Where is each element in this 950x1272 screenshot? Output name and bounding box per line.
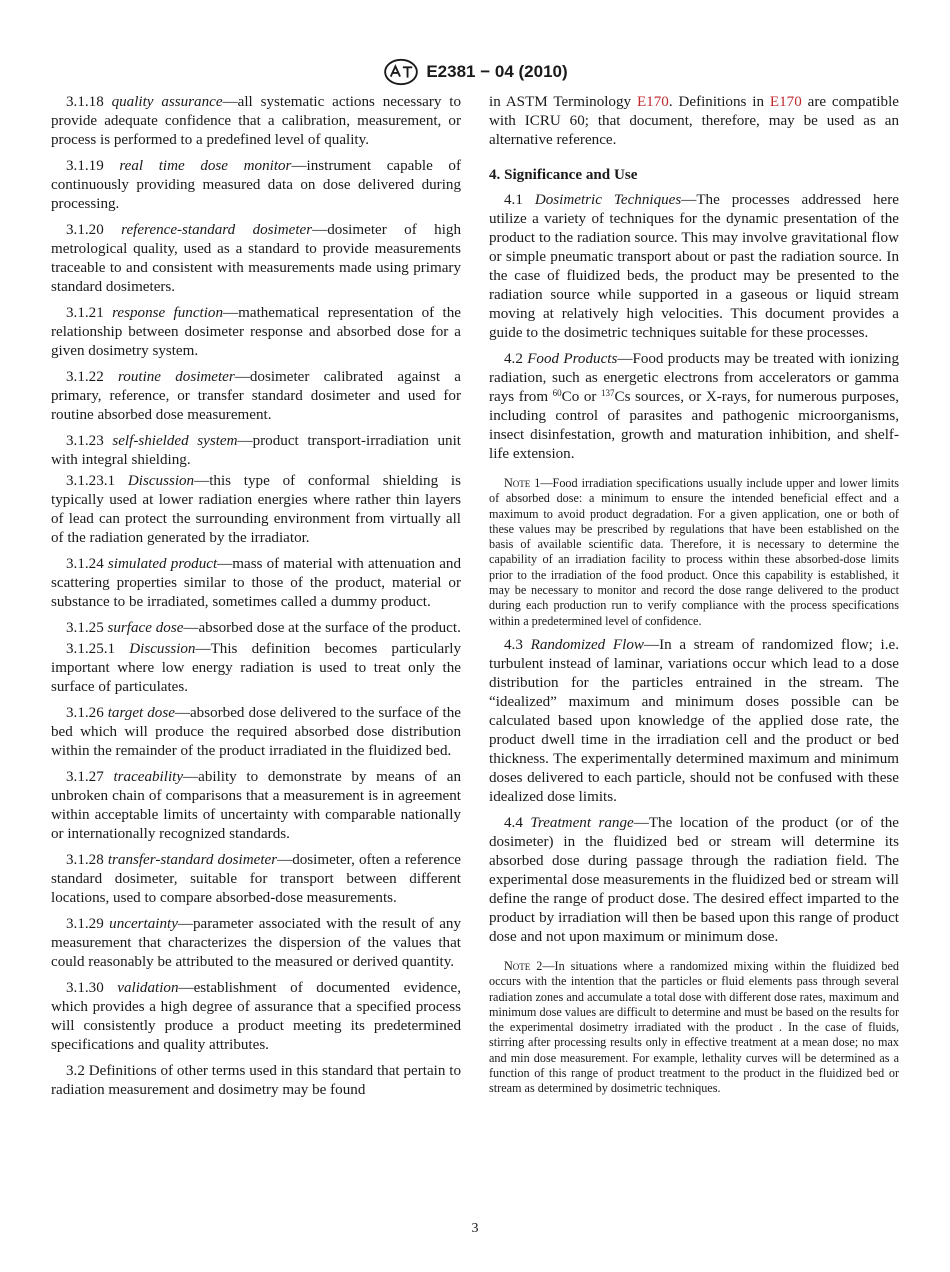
- note-1: Note 1—Food irradiation specifications usually include upper and lower limits of absorbed dose: a minimum to ensure the intended beneficial effect and a maximum to avoid product degradation. For a given application, one or both of these values may be prescribed by regulations that have been established on the basis of available scientific data. Therefore, it is necessary to determine the capability of an irradiation facility to process within these absorbed-dose limits prior to the irradiation of the food product. Once this capability is established, it may be necessary to monitor and record the dose range delivered to the product during each production run to verify compliance with the process specifications within a predetermined level of confidence.: [489, 476, 899, 628]
- discussion-3-1-25-1: 3.1.25.1 Discussion—This definition becomes particularly important where low energy radiation is used to treat only the surface of particulates.: [51, 641, 461, 695]
- definition-3-1-25: 3.1.25 surface dose—absorbed dose at the surface of the product.: [66, 620, 461, 636]
- astm-logo-icon: [382, 58, 420, 86]
- discussion-3-1-23-1: 3.1.23.1 Discussion—this type of conformal shielding is typically used at lower radiation energies where rather thin layers of lead can protect the surrounding environment from virtually all of the radiation generated by the irradiator.: [51, 473, 461, 546]
- definition-3-1-28: 3.1.28 transfer-standard dosimeter—dosimeter, often a reference standard dosimeter, suitable for transport between different locations, used to compare absorbed-dose measurements.: [51, 852, 461, 906]
- paragraph-4-1: 4.1 Dosimetric Techniques—The processes addressed here utilize a variety of techniques for the dynamic presentation of the product to the radiation source. This may involve gravitational flow or simple pneumatic transport about or past the radiation source. In the case of fluidized beds, the product may be presented to the radiation source while supported in a gaseous or liquid stream moving at relatively high velocities. This document provides a guide to the dosimetric techniques suitable for these processes.: [489, 192, 899, 341]
- definition-3-1-26: 3.1.26 target dose—absorbed dose delivered to the surface of the bed which will produce the required absorbed dose distribution within the remainder of the product irradiated in the fluidized bed.: [51, 705, 461, 759]
- definition-3-1-27: 3.1.27 traceability—ability to demonstrate by means of an unbroken chain of comparisons that a measurement is in agreement within acceptable limits of uncertainty with comparable nationally or internationally recognized standards.: [51, 769, 461, 842]
- e170-link[interactable]: E170: [636, 94, 669, 110]
- note-2: Note 2—In situations where a randomized mixing within the fluidized bed occurs with the intention that the particles or fluid elements pass through several radiation zones and accumulate a total dose with different dose rates, maximum and minimum dose values are difficult to determine and must be based on the results for the experimental dosimetry irradiated with the product . In the case of fluids, stirring after processing results only in effective treatment at a mean dose; no max and min dose measurement. For example, lethality curves will be determined as a function of this range of product treatment to the product in the fluidized bed or stream as determined by dosimetric techniques.: [489, 958, 899, 1096]
- definition-3-1-24: 3.1.24 simulated product—mass of material with attenuation and scattering properties similar to those of the product, material or substance to be irradiated, sometimes called a dummy product.: [51, 556, 461, 610]
- left-column: [51, 93, 461, 1107]
- definition-3-1-22: 3.1.22 routine dosimeter—dosimeter calibrated against a primary, reference, or transfer standard dosimeter and used for routine absorbed dose measurement.: [51, 369, 462, 423]
- section-heading: 4. Significance and Use: [489, 167, 638, 183]
- paragraph-4-2: 4.2 Food Products—Food products may be treated with ionizing radiation, such as energetic electrons from accelerators or gamma rays from $^{60}$Co or $^{137}$Cs sources, or X-rays, for numerous purposes, including control of parasites and pathogenic microorganisms, insect disinfestation, growth and maturation inhibition, and shelf-life extension.: [489, 351, 900, 462]
- definition-3-1-18: 3.1.18 quality assurance—all systematic actions necessary to provide adequate confidence that a calibration, measurement, or process is performed to a predefined level of quality.: [51, 94, 461, 148]
- definition-3-1-19: 3.1.19 real time dose monitor—instrument capable of continuously providing measured data on dose delivered during processing.: [51, 158, 461, 212]
- definition-3-1-23: 3.1.23 self-shielded system—product transport-irradiation unit with integral shielding.: [51, 433, 461, 468]
- page-number: 3: [471, 1221, 479, 1236]
- definition-3-1-30: 3.1.30 validation—establishment of documented evidence, which provides a high degree of assurance that a specified process will consistently produce a product meeting its predetermined specifications and quality attributes.: [51, 980, 461, 1053]
- definition-3-1-20: 3.1.20 reference-standard dosimeter—dosimeter of high metrological quality, used as a standard to provide measurements traceable to and consistent with measurements made using primary standard dosimeters.: [51, 222, 461, 295]
- definition-3-1-21: 3.1.21 response function—mathematical representation of the relationship between dosimeter response and absorbed dose for a given dosimetry system.: [51, 305, 462, 359]
- right-column: [489, 93, 899, 1104]
- e170-link-2[interactable]: E170: [769, 94, 802, 110]
- definition-3-1-29: 3.1.29 uncertainty—parameter associated with the result of any measurement that characterizes the dispersion of the values that could reasonably be attributed to the measured or derived quantity.: [51, 916, 462, 970]
- paragraph-4-4: 4.4 Treatment range—The location of the product (or of the dosimeter) in the fluidized bed or stream will determine its absorbed dose during passage through the radiation field. The experimental dose measurements in the fluidized bed or stream will define the range of product dose. The desired effect imparted to the product by irradiation will then be based upon this range of product dose and not upon maximum or minimum dose.: [489, 814, 899, 945]
- page-header: [0, 58, 950, 86]
- paragraph-3-2: 3.2 Definitions of other terms used in this standard that pertain to radiation measurement and dosimetry may be found: [51, 1063, 461, 1098]
- paragraph-4-3: 4.3 Randomized Flow—In a stream of randomized flow; i.e. turbulent instead of laminar, variations occur which lead to a dose distribution for the particles entrained in the stream. The “idealized” maximum and minimum doses possible can be calculated based upon knowledge of the applied dose rate, the product dwell time in the irradiation cell and the product or bed thickness. The experimentally determined maximum and minimum doses delivered to each particle, should not be confused with these idealized dose limits.: [489, 636, 899, 805]
- paragraph-3-2-continued: in ASTM Terminology E170. Definitions in E170 are compatible with ICRU 60; that document, therefore, may be used as an alternative reference.: [489, 94, 899, 148]
- document-id: E2381 − 04 (2010): [426, 62, 568, 81]
